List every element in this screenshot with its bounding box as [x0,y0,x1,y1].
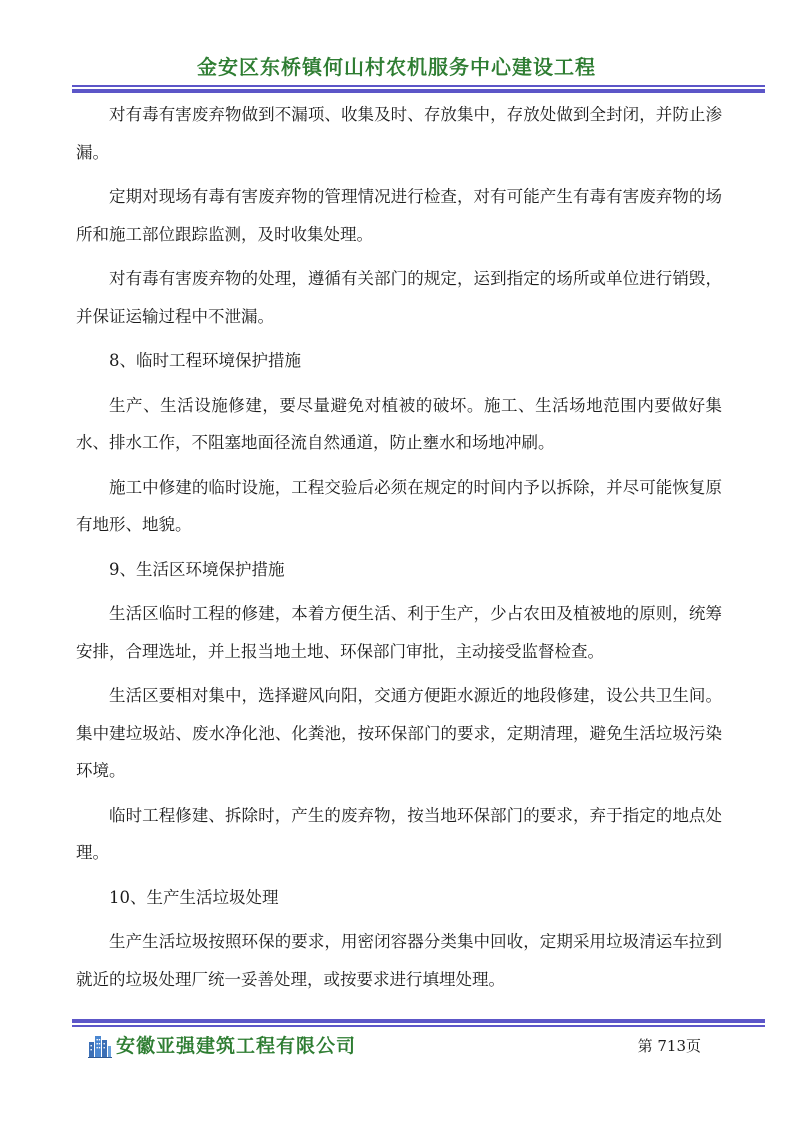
page-footer [0,1028,793,1068]
header-divider-thin [72,85,765,87]
footer-divider-thick [72,1019,765,1023]
body-paragraph: 生产生活垃圾按照环保的要求，用密闭容器分类集中回收，定期采用垃圾清运车拉到就近的垃圾处理厂统一妥善处理，或按要求进行填埋处理。 [76,932,722,989]
body-paragraph: 对有毒有害废弃物的处理，遵循有关部门的规定，运到指定的场所或单位进行销毁，并保证运输过程中不泄漏。 [76,269,722,326]
header-divider-thick [72,89,765,93]
building-logo-icon [88,1032,112,1058]
page-header [0,0,793,96]
document-body [76,96,722,1005]
body-paragraph: 施工中修建的临时设施，工程交验后必须在规定的时间内予以拆除，并尽可能恢复原有地形、地貌。 [76,477,722,534]
section-heading: 10、生产生活垃圾处理 [109,887,279,907]
section-heading: 8、临时工程环境保护措施 [109,351,301,370]
section-heading: 9、生活区环境保护措施 [109,559,285,579]
company-name: 安徽亚强建筑工程有限公司 [116,1035,357,1057]
body-paragraph: 定期对现场有毒有害废弃物的管理情况进行检查，对有可能产生有毒有害废弃物的场所和施工部位跟踪监测，及时收集处理。 [76,187,722,244]
body-paragraph: 生活区临时工程的修建，本着方便生活、利于生产，少占农田及植被地的原则，统筹安排，合理选址，并上报当地土地、环保部门审批，主动接受监督检查。 [76,604,722,661]
page-number: 第 713页 [637,1037,701,1055]
body-paragraph: 对有毒有害废弃物做到不漏项、收集及时、存放集中，存放处做到全封闭，并防止渗漏。 [76,105,722,162]
body-paragraph: 生活区要相对集中，选择避风向阳，交通方便距水源近的地段修建，设公共卫生间。集中建垃圾站、废水净化池、化粪池，按环保部门的要求，定期清理，避免生活垃圾污染环境。 [76,686,722,780]
footer-divider-thin [72,1025,765,1027]
body-paragraph: 临时工程修建、拆除时，产生的废弃物，按当地环保部门的要求，弃于指定的地点处理。 [76,805,722,862]
body-paragraph: 生产、生活设施修建，要尽量避免对植被的破坏。施工、生活场地范围内要做好集水、排水工作，不阻塞地面径流自然通道，防止壅水和场地冲刷。 [76,395,722,452]
project-title: 金安区东桥镇何山村农机服务中心建设工程 [197,55,596,79]
